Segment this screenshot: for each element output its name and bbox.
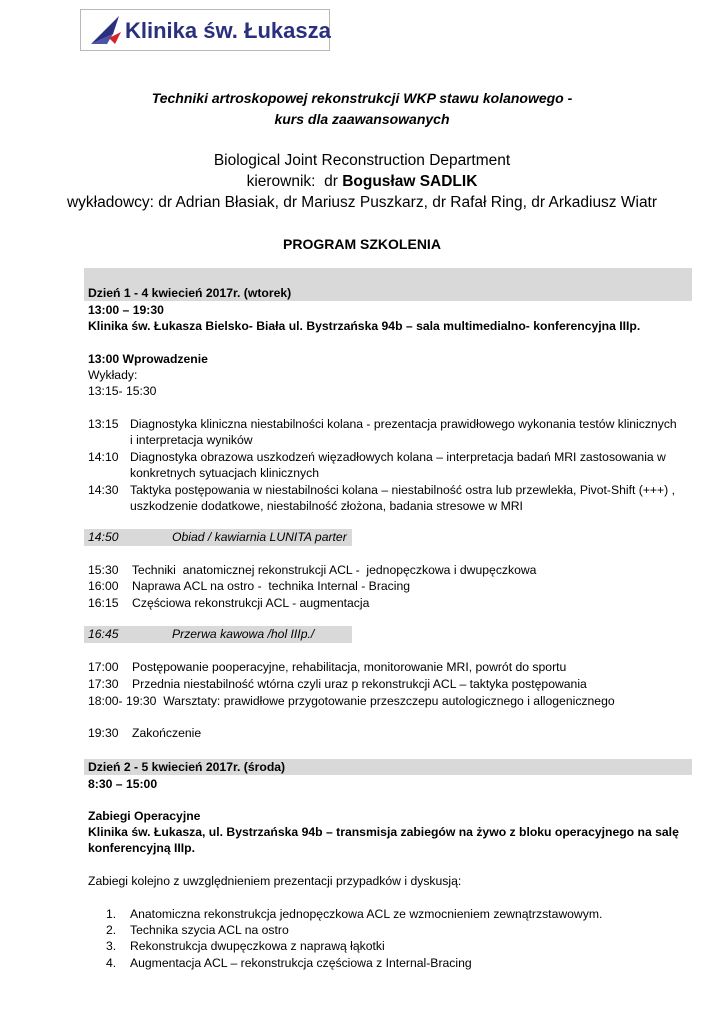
coffee-desc: Przerwa kawowa /hol IIIp./ — [172, 627, 315, 641]
day1-header: Dzień 1 - 4 kwiecień 2017r. (wtorek) — [88, 286, 292, 300]
day2-hours: 8:30 – 15:00 — [88, 777, 158, 791]
day1-lectures-time: 13:15- 15:30 — [88, 384, 157, 398]
day1-lectures-label: Wykłady: — [88, 368, 138, 382]
procedure-item: Technika szycia ACL na ostro — [130, 923, 289, 937]
clinic-logo — [80, 9, 330, 51]
day2-intro: Zabiegi kolejno z uwzględnieniem prezentacji przypadków i dyskusją: — [88, 874, 462, 888]
lecture-title-cont: uszkodzenie dodatkowe, niestabilność złożona, badania stresowe w MRI — [130, 499, 523, 513]
procedure-item: Rekonstrukcja dwupęczkowa z naprawą łąkotki — [130, 939, 385, 953]
procedure-number: 4. — [106, 956, 117, 970]
day1-venue: Klinika św. Łukasza Bielsko- Biała ul. Bystrzańska 94b – sala multimedialno- konferencyjna IIIp. — [88, 319, 641, 333]
clinic-logo-icon — [89, 14, 123, 46]
lecture-title: Diagnostyka obrazowa uszkodzeń więzadłowych kolana – interpretacja badań MRI zastosowania w — [130, 450, 666, 464]
day1-intro: 13:00 Wprowadzenie — [88, 352, 208, 366]
procedure-number: 3. — [106, 939, 117, 953]
day1-hours: 13:00 – 19:30 — [88, 303, 164, 317]
procedure-number: 1. — [106, 907, 117, 921]
day2-venue-line2: konferencyjną IIIp. — [88, 841, 196, 855]
day2-venue-line1: Klinika św. Łukasza, ul. Bystrzańska 94b – transmisja zabiegów na żywo z bloku operacyjnego na salę — [88, 825, 679, 839]
lecture-title: Taktyka postępowania w niestabilności kolana – niestabilność ostra lub przewlekła, Pivot-Shift (+++) , — [130, 483, 675, 497]
department-head-label: kierownik: dr — [246, 173, 343, 190]
procedure-item: Anatomiczna rekonstrukcja jednopęczkowa ACL ze wzmocnieniem zewnątrzstawowym. — [130, 907, 603, 921]
lunch-time: 14:50 — [88, 530, 119, 544]
lecture-row: 16:15 Częściowa rekonstrukcji ACL - augmentacja — [88, 596, 370, 610]
lecture-title-cont: konkretnych sytuacjach klinicznych — [130, 466, 319, 480]
lecture-time: 13:15 — [88, 417, 119, 431]
lecture-title: Diagnostyka kliniczna niestabilności kolana - prezentacja prawidłowego wykonania testów klinicznych — [130, 417, 677, 431]
lecture-row: 17:00 Postępowanie pooperacyjne, rehabilitacja, monitorowanie MRI, powrót do sportu — [88, 660, 567, 674]
day1-end: 19:30 Zakończenie — [88, 726, 202, 740]
lecture-row: 15:30 Techniki anatomicznej rekonstrukcji ACL - jednopęczkowa i dwupęczkowa — [88, 563, 537, 577]
workshop-row: 18:00- 19:30 Warsztaty: prawidłowe przygotowanie przeszczepu autologicznego i allogenicznego — [88, 694, 615, 708]
procedure-item: Augmentacja ACL – rekonstrukcja częściowa z Internal-Bracing — [130, 956, 472, 970]
lecture-row: 17:30 Przednia niestabilność wtórna czyli uraz p rekonstrukcji ACL – taktyka postępowania — [88, 677, 587, 691]
day2-header: Dzień 2 - 5 kwiecień 2017r. (środa) — [88, 760, 286, 774]
coffee-time: 16:45 — [88, 627, 119, 641]
lunch-desc: Obiad / kawiarnia LUNITA parter — [172, 530, 347, 544]
lecture-time: 14:10 — [88, 450, 119, 464]
day2-section: Zabiegi Operacyjne — [88, 809, 201, 823]
lecturers: wykładowcy: dr Adrian Błasiak, dr Mariusz Puszkarz, dr Rafał Ring, dr Arkadiusz Wiatr — [66, 194, 658, 211]
lecture-title-cont: i interpretacja wyników — [130, 433, 253, 447]
department-head-name: Bogusław SADLIK — [342, 173, 478, 190]
department-name: Biological Joint Reconstruction Department — [213, 152, 511, 169]
course-title-line2: kurs dla zaawansowanych — [274, 111, 450, 127]
lecture-row: 16:00 Naprawa ACL na ostro - technika Internal - Bracing — [88, 579, 411, 593]
program-heading: PROGRAM SZKOLENIA — [283, 236, 441, 252]
lecture-time: 14:30 — [88, 483, 119, 497]
procedure-number: 2. — [106, 923, 117, 937]
department-head — [0, 172, 724, 192]
course-title-line1: Techniki artroskopowej rekonstrukcji WKP stawu kolanowego - — [151, 90, 573, 106]
clinic-logo-text: Klinika św. Łukasza — [125, 18, 331, 43]
